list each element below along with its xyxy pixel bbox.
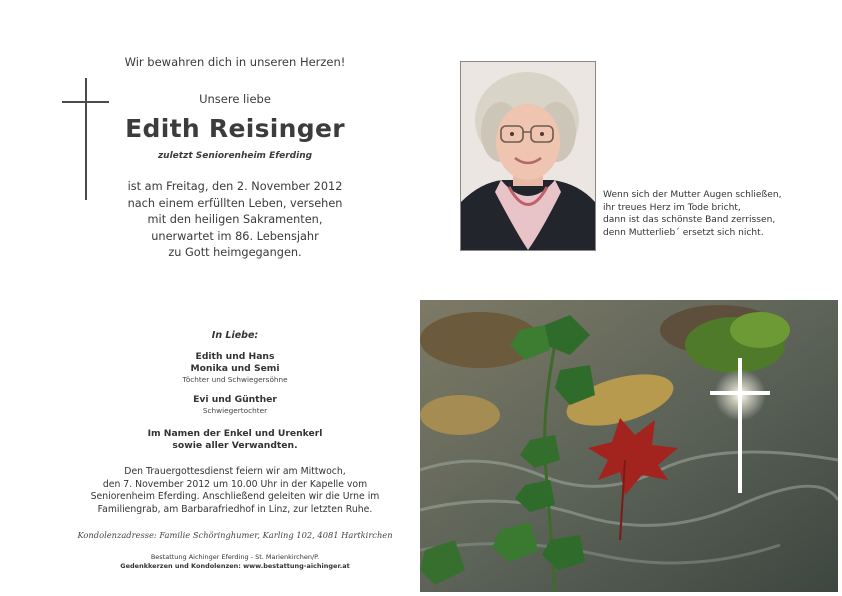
nature-photo — [420, 300, 838, 592]
funeral-service-text — [70, 466, 400, 516]
family-group-2: Evi und Günther — [193, 394, 277, 405]
service-line: Den Trauergottesdienst feiern wir am Mittwoch, — [124, 466, 346, 477]
announcement-text — [90, 179, 380, 262]
intro-line: Unsere liebe — [199, 92, 271, 106]
family-group-2-role: Schwiegertochter — [202, 406, 268, 415]
poem-line: dann ist das schönste Band zerrissen, — [603, 215, 776, 226]
cross-horizontal-bar — [62, 101, 109, 103]
undertaker-name: Bestattung Aichinger Eferding - St. Marienkirchen/P. — [150, 553, 320, 561]
announcement-line: nach einem erfüllten Leben, versehen — [127, 196, 343, 210]
poem — [603, 189, 833, 239]
condolence-address: Kondolenzadresse: Familie Schöringhumer, Karling 102, 4081 Hartkirchen — [77, 530, 393, 540]
family-member: Edith und Hans — [195, 351, 275, 362]
motto-line: Wir bewahren dich in unseren Herzen! — [124, 55, 346, 69]
announcement-line: ist am Freitag, den 2. November 2012 — [127, 180, 343, 193]
undertaker-footer — [90, 553, 380, 571]
service-line: den 7. November 2012 um 10.00 Uhr in der Kapelle vom — [102, 478, 368, 490]
online-condolence-link[interactable]: Gedenkkerzen und Kondolenzen: www.bestattung-aichinger.at — [120, 562, 350, 570]
portrait-photo — [460, 61, 596, 251]
family-group-1 — [110, 351, 360, 374]
family-member: Monika und Semi — [190, 362, 280, 374]
service-line: Familiengrab, am Barbarafriedhof in Linz, zur letzten Ruhe. — [97, 503, 373, 515]
last-residence: zuletzt Seniorenheim Eferding — [157, 151, 313, 161]
poem-line: denn Mutterlieb´ ersetzt sich nicht. — [603, 227, 764, 238]
announcement-line: zu Gott heimgegangen. — [168, 246, 302, 259]
family-group-1-role: Töchter und Schwiegersöhne — [182, 375, 288, 384]
announcement-line: unerwartet im 86. Lebensjahr — [151, 229, 319, 243]
grandchildren-text: Im Namen der Enkel und Urenkerl — [147, 428, 323, 439]
service-line: Seniorenheim Eferding. Anschließend geleiten wir die Urne im — [90, 491, 380, 503]
deceased-name: Edith Reisinger — [125, 114, 345, 143]
family-heading: In Liebe: — [211, 330, 259, 341]
grandchildren-text: sowie aller Verwandten. — [172, 439, 298, 451]
poem-line: ihr treues Herz im Tode bricht, — [603, 202, 741, 213]
grandchildren-line — [110, 428, 360, 451]
poem-line: Wenn sich der Mutter Augen schließen, — [603, 190, 782, 200]
announcement-line: mit den heiligen Sakramenten, — [147, 213, 323, 226]
